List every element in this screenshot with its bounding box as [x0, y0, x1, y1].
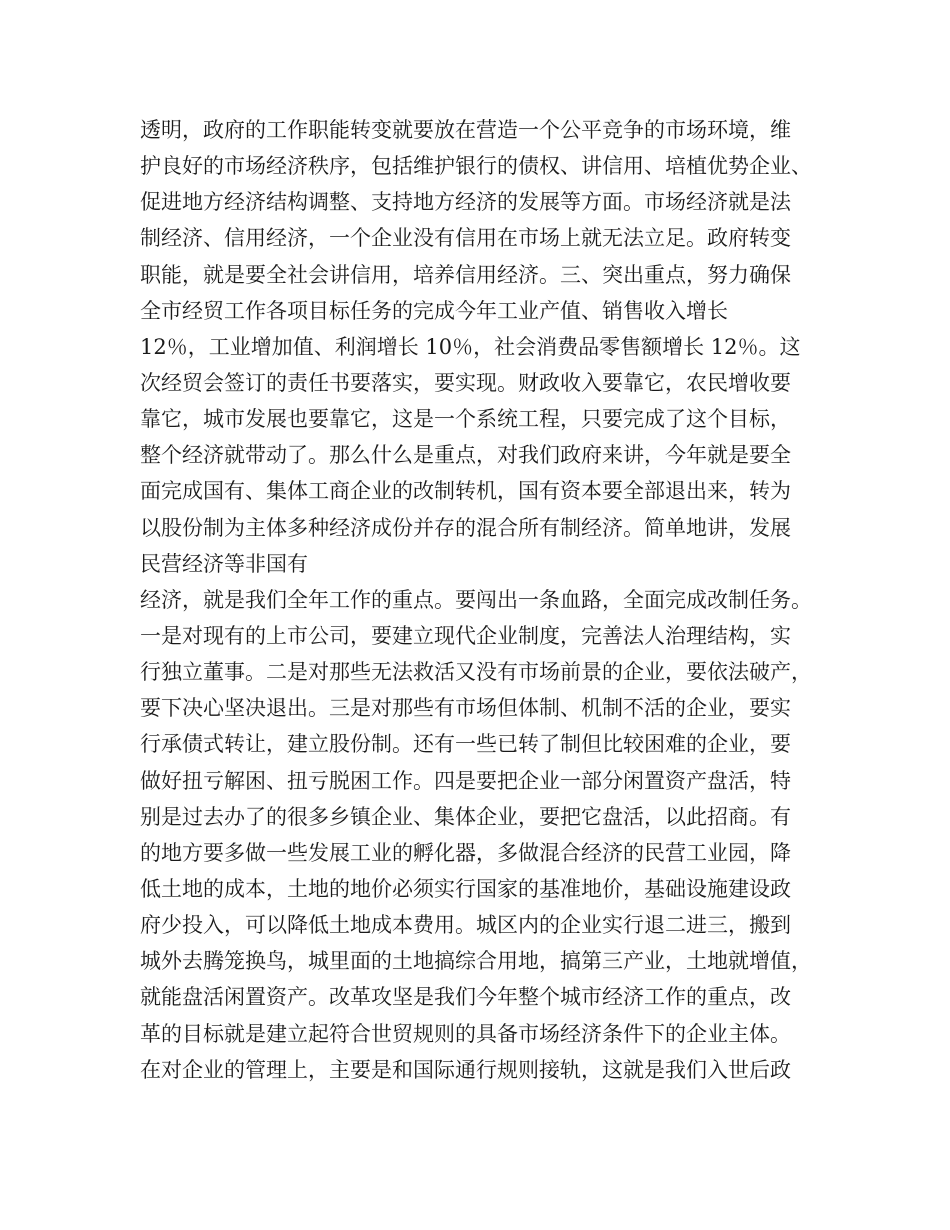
text-line: 的地方要多做一些发展工业的孵化器，多做混合经济的民营工业园，降 — [140, 840, 791, 865]
text-line: 12％，工业增加值、利润增长 10％，社会消费品零售额增长 12％。这 — [140, 334, 801, 359]
text-line: 促进地方经济结构调整、支持地方经济的发展等方面。市场经济就是法 — [140, 190, 791, 215]
text-line: 整个经济就带动了。那么什么是重点，对我们政府来讲，今年就是要全 — [140, 443, 791, 468]
text-line: 行独立董事。二是对那些无法救活又没有市场前景的企业，要依法破产， — [140, 660, 812, 685]
text-line: 要下决心坚决退出。三是对那些有市场但体制、机制不活的企业，要实 — [140, 696, 791, 721]
text-line: 别是过去办了的很多乡镇企业、集体企业，要把它盘活，以此招商。有 — [140, 804, 791, 829]
text-line: 面完成国有、集体工商企业的改制转机，国有资本要全部退出来，转为 — [140, 479, 791, 504]
body-text — [140, 112, 830, 1088]
text-line: 在对企业的管理上，主要是和国际通行规则接轨，这就是我们入世后政 — [140, 1057, 791, 1082]
text-line: 革的目标就是建立起符合世贸规则的具备市场经济条件下的企业主体。 — [140, 1021, 791, 1046]
text-line: 以股份制为主体多种经济成份并存的混合所有制经济。简单地讲，发展 — [140, 515, 791, 540]
text-line: 做好扭亏解困、扭亏脱困工作。四是要把企业一部分闲置资产盘活，特 — [140, 768, 791, 793]
text-line: 次经贸会签订的责任书要落实，要实现。财政收入要靠它，农民增收要 — [140, 370, 791, 395]
text-line: 行承债式转让，建立股份制。还有一些已转了制但比较困难的企业，要 — [140, 732, 791, 757]
text-line: 就能盘活闲置资产。改革攻坚是我们今年整个城市经济工作的重点，改 — [140, 985, 791, 1010]
text-line: 民营经济等非国有 — [140, 551, 308, 576]
text-line: 全市经贸工作各项目标任务的完成今年工业产值、销售收入增长 — [140, 298, 728, 323]
text-line: 靠它，城市发展也要靠它，这是一个系统工程，只要完成了这个目标， — [140, 407, 791, 432]
text-line: 低土地的成本，土地的地价必须实行国家的基准地价，基础设施建设政 — [140, 876, 791, 901]
text-line: 府少投入，可以降低土地成本费用。城区内的企业实行退二进三，搬到 — [140, 913, 791, 938]
text-line: 制经济、信用经济，一个企业没有信用在市场上就无法立足。政府转变 — [140, 226, 791, 251]
text-line: 护良好的市场经济秩序，包括维护银行的债权、讲信用、培植优势企业、 — [140, 154, 812, 179]
text-line: 一是对现有的上市公司，要建立现代企业制度，完善法人治理结构，实 — [140, 623, 791, 648]
text-line: 透明，政府的工作职能转变就要放在营造一个公平竞争的市场环境，维 — [140, 118, 791, 142]
text-line: 职能，就是要全社会讲信用，培养信用经济。三、突出重点，努力确保 — [140, 262, 791, 287]
text-line: 经济，就是我们全年工作的重点。要闯出一条血路，全面完成改制任务。 — [140, 587, 812, 612]
text-line: 城外去腾笼换鸟，城里面的土地搞综合用地，搞第三产业，土地就增值， — [140, 949, 812, 974]
